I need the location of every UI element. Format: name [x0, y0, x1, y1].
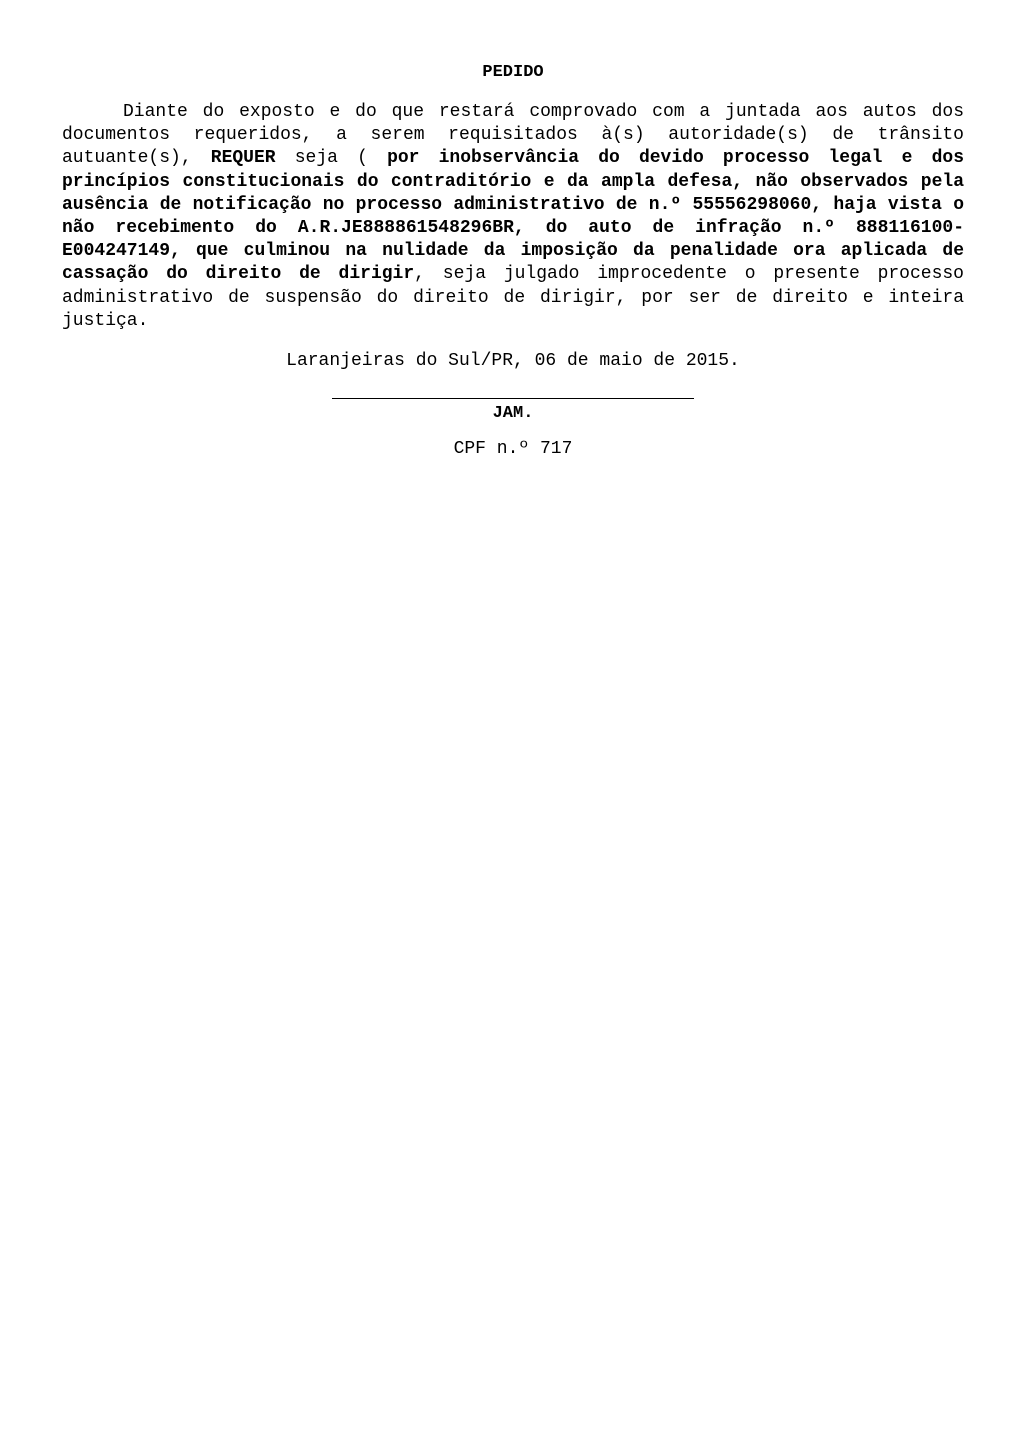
signature-line — [332, 398, 694, 399]
signer-cpf: CPF n.º 717 — [453, 439, 573, 460]
paragraph-bold-clause: por inobservância do devido processo legal e dos princípios constitucionais do contraditório e da ampla defesa, não observados pela ausência de notificação no processo administrativo de n.º 55556298060, haja vista o não recebimento do A.R.JE888861548296BR, do auto de infração n.º 888116100-E004247149, que culminou na nulidade da imposição da penalidade ora aplicada de cassação do direito de dirigir — [62, 148, 964, 285]
document-title: PEDIDO — [482, 63, 544, 82]
place-and-date: Laranjeiras do Sul/PR, 06 de maio de 2015. — [286, 351, 740, 372]
request-paragraph — [62, 101, 964, 333]
paragraph-text-seja: seja ( — [275, 148, 388, 169]
paragraph-text-intro: Diante do exposto e do que restará comprovado com a juntada aos autos dos documentos requeridos, a serem requisitados à(s) autoridade(s) de trânsito autuante(s), — [62, 102, 964, 169]
paragraph-text-conclusion: , seja julgado improcedente o presente processo administrativo de suspensão do direito de dirigir, por ser de direito e inteira justiça. — [62, 264, 964, 331]
document-page — [62, 62, 964, 460]
requer-keyword: REQUER — [210, 148, 276, 169]
signer-name: JAM. — [492, 404, 534, 424]
